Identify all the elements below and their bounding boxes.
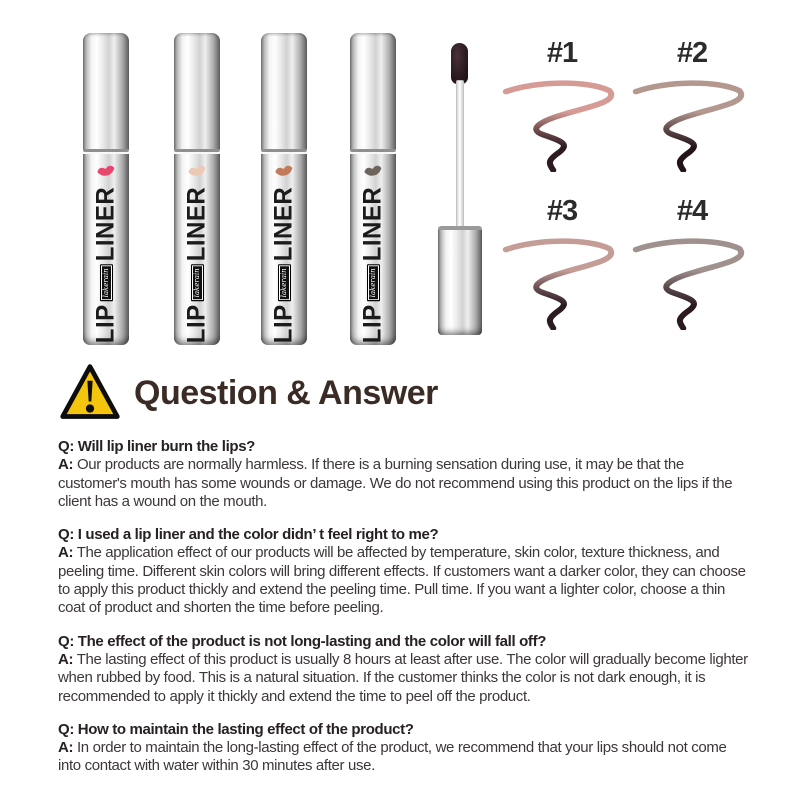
brand-word-lip: LIP — [358, 304, 387, 343]
answer-prefix: A: — [58, 739, 74, 757]
brand-badge: lakerain — [367, 264, 380, 301]
answer-text — [58, 544, 752, 617]
answer-text — [58, 651, 752, 706]
color-swatch-3 — [496, 194, 628, 330]
color-swatch-4 — [626, 194, 758, 330]
brand-word-lip: LIP — [182, 304, 211, 343]
qa-list — [58, 438, 752, 791]
brand-word-lip: LIP — [91, 304, 120, 343]
swatch-label: #3 — [546, 195, 578, 227]
question-text: Q: The effect of the product is not long-lasting and the color will fall off? — [58, 632, 547, 650]
tube-branding — [183, 187, 211, 343]
qa-item-2 — [58, 526, 752, 617]
applicator-tip — [451, 43, 468, 84]
tube-cap — [83, 33, 129, 152]
answer-body: In order to maintain the long-lasting effect of the product, we recommend that your lips should not come into contact with water within 30 minutes after use. — [58, 739, 727, 775]
color-swatch-1 — [496, 36, 628, 172]
applicator-cap — [438, 226, 482, 335]
swatch-label: #1 — [546, 37, 578, 69]
applicator-stem — [456, 80, 464, 228]
swatch-label: #4 — [676, 195, 708, 227]
swatch-stroke — [499, 72, 625, 172]
question-text: Q: I used a lip liner and the color didn’ t feel right to me? — [58, 526, 439, 544]
swatch-stroke — [629, 72, 755, 172]
answer-body: Our products are normally harmless. If there is a burning sensation during use, it may be that the customer's mouth has some wounds or damage. We do not recommend using this product on the lips if the client has a wound on the mouth. — [58, 456, 733, 510]
swatch-stroke — [629, 230, 755, 330]
answer-prefix: A: — [58, 650, 74, 668]
swatch-stroke — [499, 230, 625, 330]
answer-body: The lasting effect of this product is usually 8 hours at least after use. The color will gradually become lighter when rubbed by food. This is a natural situation. If the customer thinks the color is not dark enough, it is recommended to apply it thickly and extend the time to peel off the product. — [58, 650, 748, 705]
question-text: Q: How to maintain the lasting effect of the product? — [58, 720, 414, 738]
tube-body — [350, 152, 396, 345]
brand-word-lip: LIP — [269, 304, 298, 343]
lip-liner-tube-1 — [83, 33, 129, 345]
tube-branding — [270, 187, 298, 343]
tube-cap — [174, 33, 220, 152]
color-swatch-2 — [626, 36, 758, 172]
qa-section-title: Question & Answer — [134, 373, 438, 412]
brand-badge: lakerain — [100, 264, 113, 301]
swatch-label: #2 — [676, 37, 708, 69]
tube-body — [174, 152, 220, 345]
qa-item-3 — [58, 633, 752, 706]
answer-body: The application effect of our products will be affected by temperature, skin color, texture thickness, and peeling time. Different skin colors will bring different effects. If customers want a darker color, they can choose to apply this product thickly and extend the peeling time. Pull time. If you want a lighter color, choose a thin coat of product and shorten the time before peeling. — [58, 544, 746, 617]
tube-cap — [350, 33, 396, 152]
qa-header — [58, 360, 438, 426]
lip-liner-tube-3 — [261, 33, 307, 345]
lips-icon — [94, 162, 118, 180]
answer-text — [58, 456, 752, 511]
lips-icon — [185, 162, 209, 180]
tube-body — [83, 152, 129, 345]
brand-badge: lakerain — [278, 264, 291, 301]
brand-word-liner: LINER — [91, 186, 120, 262]
warning-icon — [58, 360, 122, 426]
answer-text — [58, 739, 752, 776]
lips-icon — [272, 162, 296, 180]
tube-cap — [261, 33, 307, 152]
tube-branding — [92, 187, 120, 343]
brand-word-liner: LINER — [358, 186, 387, 262]
product-hero — [0, 0, 800, 352]
answer-prefix: A: — [58, 456, 74, 474]
lip-liner-tube-2 — [174, 33, 220, 345]
question-text: Q: Will lip liner burn the lips? — [58, 438, 255, 455]
tube-branding — [359, 187, 387, 343]
brand-word-liner: LINER — [182, 186, 211, 262]
answer-prefix: A: — [58, 544, 74, 562]
qa-item-4 — [58, 721, 752, 776]
lip-liner-tube-4 — [350, 33, 396, 345]
brand-badge: lakerain — [191, 264, 204, 301]
qa-item-1 — [58, 438, 752, 511]
lips-icon — [361, 162, 385, 180]
tube-body — [261, 152, 307, 345]
brand-word-liner: LINER — [269, 186, 298, 262]
